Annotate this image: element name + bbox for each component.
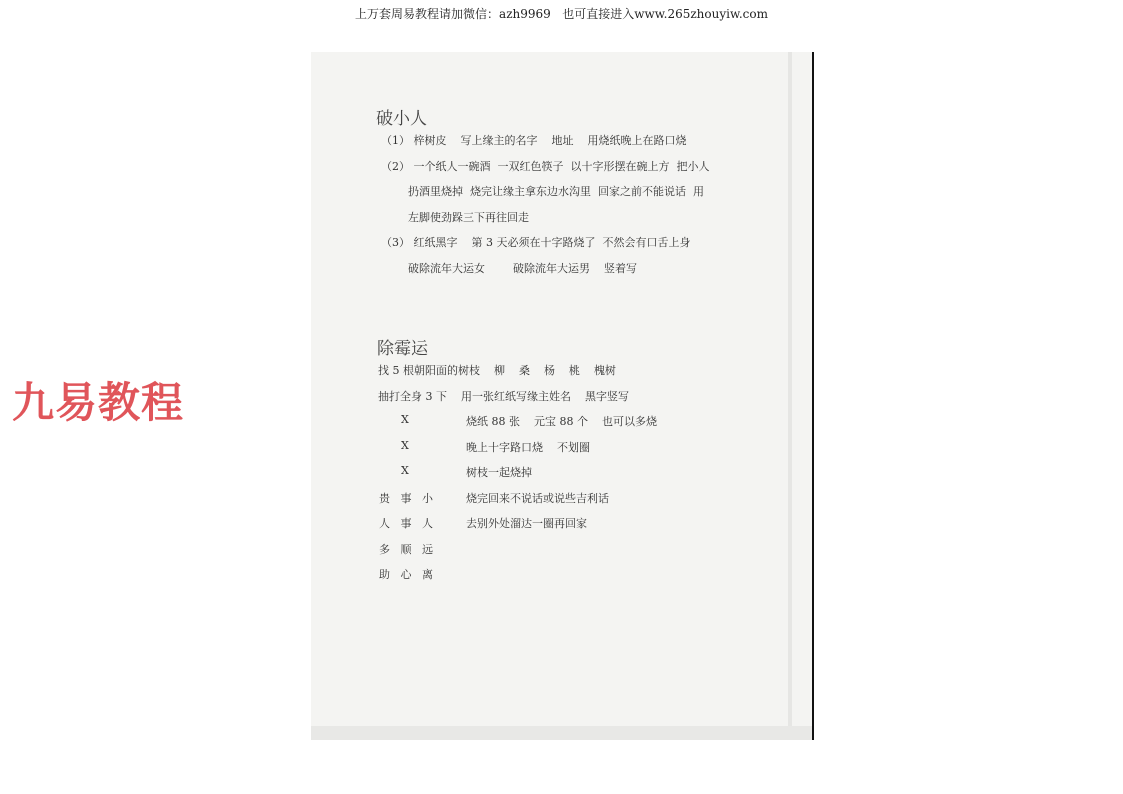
scan-bottom-edge [311, 726, 812, 740]
scanned-page [311, 52, 814, 740]
row-left: 助 心 离 [379, 568, 433, 581]
section-title-chu-mei-yun: 除霉运 [377, 339, 428, 359]
header-text: 上万套周易教程请加微信：azh9969 也可直接进入www.265zhouyiw.com [355, 7, 768, 21]
row-left: 多 顺 远 [379, 543, 433, 556]
row-right: 烧完回来不说话或说些吉利话 [466, 492, 609, 505]
row-right: 树枝一起烧掉 [466, 466, 532, 479]
section2-intro-line: 抽打全身 3 下 用一张红纸写缘主姓名 黑字竖写 [378, 390, 629, 403]
section1-line: （2） 一个纸人一碗酒 一双红色筷子 以十字形摆在碗上方 把小人 [381, 160, 710, 173]
section1-line: （3） 红纸黑字 第 3 天必须在十字路烧了 不然会有口舌上身 [381, 236, 691, 249]
section1-line: 左脚使劲跺三下再往回走 [408, 211, 529, 224]
section1-line: 破除流年大运女 破除流年大运男 竖着写 [408, 262, 637, 275]
row-left: X [401, 464, 409, 477]
scan-edge-strip [788, 52, 792, 727]
section1-line: 扔酒里烧掉 烧完让缘主拿东边水沟里 回家之前不能说话 用 [408, 185, 704, 198]
watermark-logo: 九易教程 [12, 378, 185, 427]
row-right: 烧纸 88 张 元宝 88 个 也可以多烧 [466, 415, 657, 428]
row-left: X [401, 413, 409, 426]
section2-intro-line: 找 5 根朝阳面的树枝 柳 桑 杨 桃 槐树 [378, 364, 616, 377]
row-right: 晚上十字路口烧 不划圈 [466, 441, 590, 454]
section-title-po-xiao-ren: 破小人 [376, 109, 427, 129]
row-right: 去别外处溜达一圈再回家 [466, 517, 587, 530]
row-left: 人 事 人 [379, 517, 433, 530]
row-left: X [401, 439, 409, 452]
row-left: 贵 事 小 [379, 492, 433, 505]
section1-line: （1） 梓树皮 写上缘主的名字 地址 用烧纸晚上在路口烧 [381, 134, 687, 147]
